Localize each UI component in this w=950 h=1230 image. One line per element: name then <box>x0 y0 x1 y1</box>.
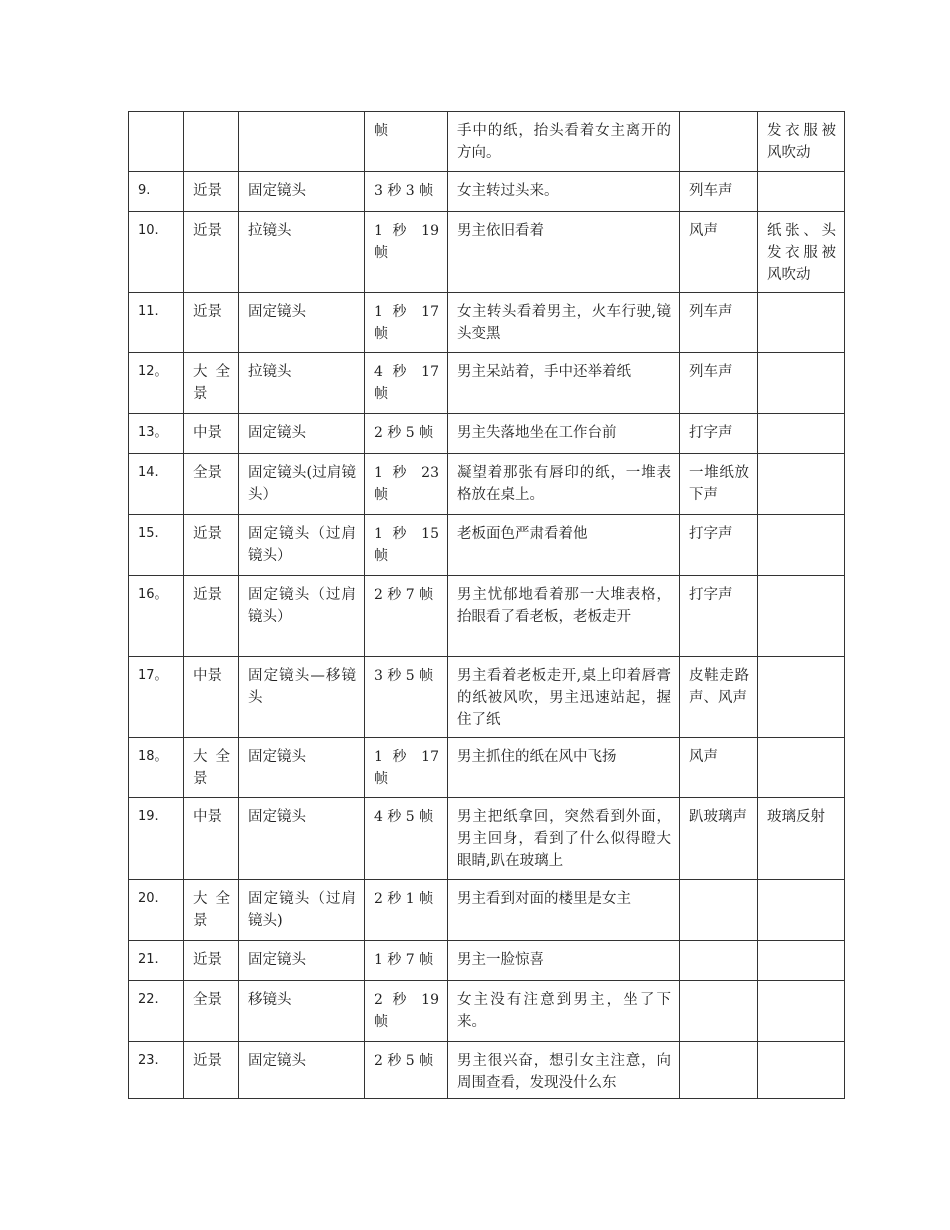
camera-movement-cell: 移镜头 <box>239 981 365 1042</box>
shot-number-cell: 21. <box>129 941 184 981</box>
effect-cell <box>758 941 845 981</box>
camera-movement-cell: 固定镜头（过肩镜头） <box>239 515 365 576</box>
shot-size-cell: 近景 <box>184 941 239 981</box>
camera-movement-cell: 固定镜头 <box>239 293 365 353</box>
effect-cell <box>758 353 845 414</box>
shot-content-cell: 男主把纸拿回，突然看到外面，男主回身，看到了什么似得瞪大眼睛,趴在玻璃上 <box>448 798 680 880</box>
shot-number-cell: 16。 <box>129 576 184 657</box>
shot-number-cell: 18。 <box>129 738 184 798</box>
effect-cell <box>758 981 845 1042</box>
duration-cell: 2 秒 5 帧 <box>365 414 448 454</box>
table-row <box>129 414 845 454</box>
sound-cell: 列车声 <box>680 293 758 353</box>
duration-cell: 1 秒 17 帧 <box>365 738 448 798</box>
effect-cell <box>758 1042 845 1099</box>
camera-movement-cell: 拉镜头 <box>239 353 365 414</box>
table-row <box>129 172 845 212</box>
sound-cell: 打字声 <box>680 414 758 454</box>
shot-number-cell: 17。 <box>129 657 184 738</box>
duration-cell: 4 秒 5 帧 <box>365 798 448 880</box>
shot-number-cell: 15. <box>129 515 184 576</box>
duration-cell: 2 秒 7 帧 <box>365 576 448 657</box>
shot-number-cell: 14. <box>129 454 184 515</box>
camera-movement-cell: 固定镜头 <box>239 1042 365 1099</box>
effect-cell: 玻璃反射 <box>758 798 845 880</box>
table-row <box>129 454 845 515</box>
duration-cell: 帧 <box>365 112 448 172</box>
shot-content-cell: 男主看到对面的楼里是女主 <box>448 880 680 941</box>
duration-cell: 4 秒 17 帧 <box>365 353 448 414</box>
duration-cell: 1 秒 17 帧 <box>365 293 448 353</box>
shot-size-cell: 大全景 <box>184 353 239 414</box>
shot-number-cell <box>129 112 184 172</box>
shot-size-cell: 近景 <box>184 172 239 212</box>
camera-movement-cell: 固定镜头 <box>239 798 365 880</box>
table-row <box>129 981 845 1042</box>
shot-size-cell: 近景 <box>184 515 239 576</box>
effect-cell: 纸张、头发衣服被风吹动 <box>758 212 845 293</box>
table-row <box>129 941 845 981</box>
camera-movement-cell: 固定镜头—移镜头 <box>239 657 365 738</box>
shot-number-cell: 10. <box>129 212 184 293</box>
shot-content-cell: 男主看着老板走开,桌上印着唇膏的纸被风吹，男主迅速站起，握住了纸 <box>448 657 680 738</box>
shot-size-cell: 中景 <box>184 414 239 454</box>
shot-number-cell: 9. <box>129 172 184 212</box>
duration-cell: 2 秒 19 帧 <box>365 981 448 1042</box>
sound-cell <box>680 880 758 941</box>
sound-cell <box>680 981 758 1042</box>
shot-number-cell: 11. <box>129 293 184 353</box>
shot-size-cell: 大全景 <box>184 880 239 941</box>
sound-cell <box>680 112 758 172</box>
shot-size-cell: 近景 <box>184 293 239 353</box>
shot-size-cell: 近景 <box>184 1042 239 1099</box>
sound-cell: 列车声 <box>680 353 758 414</box>
shot-content-cell: 男主很兴奋，想引女主注意，向周围查看，发现没什么东 <box>448 1042 680 1099</box>
table-row <box>129 738 845 798</box>
shot-number-cell: 20. <box>129 880 184 941</box>
shot-number-cell: 13。 <box>129 414 184 454</box>
shot-size-cell: 全景 <box>184 981 239 1042</box>
table-row <box>129 293 845 353</box>
shot-content-cell: 女主转头看着男主，火车行驶,镜头变黑 <box>448 293 680 353</box>
sound-cell: 一堆纸放下声 <box>680 454 758 515</box>
storyboard-table <box>128 111 845 1099</box>
shot-size-cell <box>184 112 239 172</box>
duration-cell: 1 秒 19 帧 <box>365 212 448 293</box>
camera-movement-cell <box>239 112 365 172</box>
sound-cell <box>680 1042 758 1099</box>
effect-cell: 发衣服被风吹动 <box>758 112 845 172</box>
duration-cell: 1 秒 7 帧 <box>365 941 448 981</box>
camera-movement-cell: 固定镜头 <box>239 172 365 212</box>
camera-movement-cell: 固定镜头 <box>239 738 365 798</box>
shot-content-cell: 女主转过头来。 <box>448 172 680 212</box>
effect-cell <box>758 454 845 515</box>
camera-movement-cell: 固定镜头 <box>239 414 365 454</box>
table-row <box>129 576 845 657</box>
shot-number-cell: 19. <box>129 798 184 880</box>
shot-size-cell: 中景 <box>184 657 239 738</box>
camera-movement-cell: 拉镜头 <box>239 212 365 293</box>
table-row <box>129 112 845 172</box>
camera-movement-cell: 固定镜头(过肩镜头） <box>239 454 365 515</box>
shot-content-cell: 男主忧郁地看着那一大堆表格，抬眼看了看老板，老板走开 <box>448 576 680 657</box>
shot-size-cell: 近景 <box>184 576 239 657</box>
duration-cell: 3 秒 5 帧 <box>365 657 448 738</box>
effect-cell <box>758 414 845 454</box>
sound-cell: 打字声 <box>680 515 758 576</box>
shot-content-cell: 男主一脸惊喜 <box>448 941 680 981</box>
shot-size-cell: 全景 <box>184 454 239 515</box>
duration-cell: 3 秒 3 帧 <box>365 172 448 212</box>
sound-cell: 风声 <box>680 738 758 798</box>
shot-content-cell: 男主失落地坐在工作台前 <box>448 414 680 454</box>
shot-size-cell: 中景 <box>184 798 239 880</box>
sound-cell: 打字声 <box>680 576 758 657</box>
shot-number-cell: 23. <box>129 1042 184 1099</box>
shot-size-cell: 近景 <box>184 212 239 293</box>
shot-content-cell: 男主呆站着，手中还举着纸 <box>448 353 680 414</box>
camera-movement-cell: 固定镜头 <box>239 941 365 981</box>
shot-number-cell: 12。 <box>129 353 184 414</box>
table-row <box>129 212 845 293</box>
effect-cell <box>758 657 845 738</box>
duration-cell: 2 秒 5 帧 <box>365 1042 448 1099</box>
duration-cell: 2 秒 1 帧 <box>365 880 448 941</box>
effect-cell <box>758 515 845 576</box>
shot-content-cell: 老板面色严肃看着他 <box>448 515 680 576</box>
effect-cell <box>758 576 845 657</box>
shot-content-cell: 男主抓住的纸在风中飞扬 <box>448 738 680 798</box>
shot-number-cell: 22. <box>129 981 184 1042</box>
duration-cell: 1 秒 15 帧 <box>365 515 448 576</box>
table-row <box>129 1042 845 1099</box>
effect-cell <box>758 738 845 798</box>
table-row <box>129 353 845 414</box>
effect-cell <box>758 172 845 212</box>
table-row <box>129 657 845 738</box>
sound-cell: 趴玻璃声 <box>680 798 758 880</box>
duration-cell: 1 秒 23 帧 <box>365 454 448 515</box>
sound-cell: 列车声 <box>680 172 758 212</box>
storyboard-rows <box>129 112 845 1099</box>
table-row <box>129 880 845 941</box>
sound-cell: 皮鞋走路声、风声 <box>680 657 758 738</box>
table-row <box>129 798 845 880</box>
shot-content-cell: 男主依旧看着 <box>448 212 680 293</box>
sound-cell: 风声 <box>680 212 758 293</box>
shot-content-cell: 女主没有注意到男主，坐了下来。 <box>448 981 680 1042</box>
effect-cell <box>758 880 845 941</box>
effect-cell <box>758 293 845 353</box>
shot-size-cell: 大全景 <box>184 738 239 798</box>
shot-content-cell: 手中的纸，抬头看着女主离开的方向。 <box>448 112 680 172</box>
camera-movement-cell: 固定镜头（过肩镜头） <box>239 576 365 657</box>
shot-content-cell: 凝望着那张有唇印的纸，一堆表格放在桌上。 <box>448 454 680 515</box>
sound-cell <box>680 941 758 981</box>
table-row <box>129 515 845 576</box>
camera-movement-cell: 固定镜头（过肩镜头) <box>239 880 365 941</box>
